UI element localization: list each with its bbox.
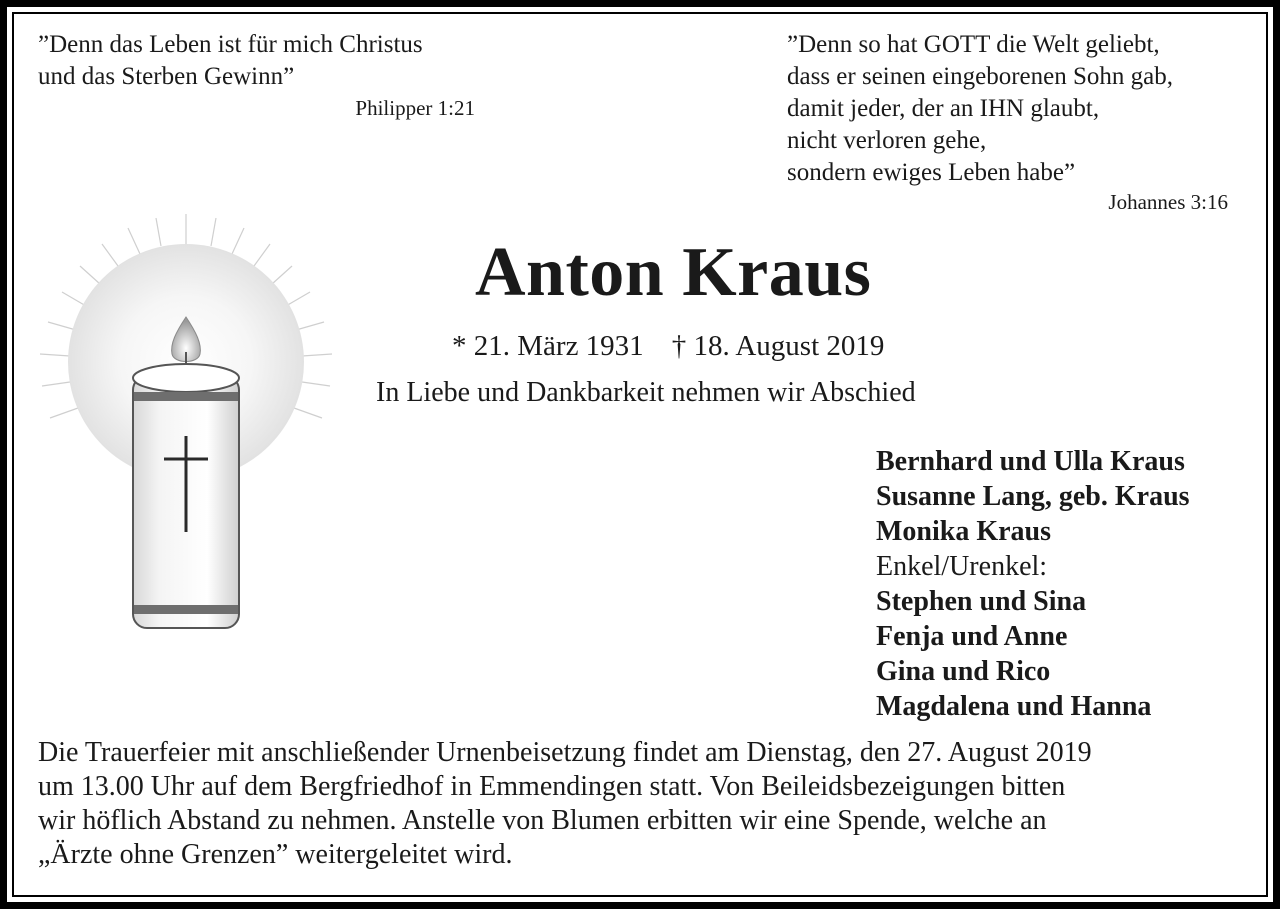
announcement-line: „Ärzte ohne Grenzen” weitergeleitet wird. <box>38 839 513 870</box>
verse-right-line: damit jeder, der an IHN glaubt, <box>787 95 1100 122</box>
announcement-line: um 13.00 Uhr auf dem Bergfriedhof in Emmendingen statt. Von Beileidsbezeigungen bitten <box>38 771 1066 802</box>
verse-left-line: ”Denn das Leben ist für mich Christus <box>38 31 423 58</box>
verse-left-reference: Philipper 1:21 <box>355 96 475 120</box>
grandchildren-label: Enkel/Urenkel: <box>876 551 1048 582</box>
verse-right-line: nicht verloren gehe, <box>787 127 987 154</box>
birth-date: * 21. März 1931 <box>452 330 644 362</box>
life-dates <box>452 330 884 363</box>
candle-band-bottom <box>134 605 238 614</box>
funeral-announcement <box>38 736 1092 872</box>
verse-left <box>38 29 423 93</box>
mourner-name: Susanne Lang, geb. Kraus <box>876 481 1190 512</box>
candle-illustration <box>36 214 336 634</box>
candle-band-top <box>134 392 238 401</box>
grandchild-name: Gina und Rico <box>876 656 1051 687</box>
announcement-line: Die Trauerfeier mit anschließender Urnenbeisetzung findet am Dienstag, den 27. August 2019 <box>38 737 1092 768</box>
verse-right-line: ”Denn so hat GOTT die Welt geliebt, <box>787 31 1160 58</box>
mourners-list <box>876 444 1190 724</box>
grandchild-name: Magdalena und Hanna <box>876 691 1152 722</box>
farewell-line: In Liebe und Dankbarkeit nehmen wir Abschied <box>376 377 916 408</box>
grandchild-name: Fenja und Anne <box>876 621 1068 652</box>
death-date: † 18. August 2019 <box>671 330 885 362</box>
deceased-name: Anton Kraus <box>475 234 872 311</box>
verse-right-line: sondern ewiges Leben habe” <box>787 159 1076 186</box>
verse-right <box>787 29 1173 189</box>
verse-right-line: dass er seinen eingeborenen Sohn gab, <box>787 63 1173 90</box>
candle-top <box>133 364 239 392</box>
mourner-name: Bernhard und Ulla Kraus <box>876 446 1185 477</box>
grandchild-name: Stephen und Sina <box>876 586 1087 617</box>
verse-right-reference: Johannes 3:16 <box>1108 190 1228 214</box>
verse-left-line: und das Sterben Gewinn” <box>38 63 295 90</box>
announcement-line: wir höflich Abstand zu nehmen. Anstelle von Blumen erbitten wir eine Spende, welche an <box>38 805 1047 836</box>
mourner-name: Monika Kraus <box>876 516 1052 547</box>
